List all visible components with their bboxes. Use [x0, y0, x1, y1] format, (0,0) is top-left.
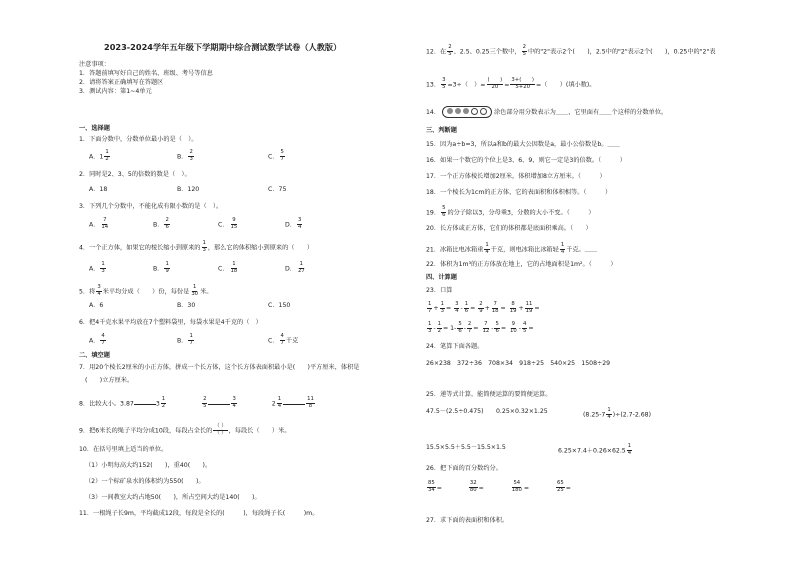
question-26: 26．把下面的百分数约分。	[426, 465, 502, 472]
fraction: $\frac{1}{9}$	[165, 261, 169, 274]
apples-figure	[442, 106, 492, 118]
q6-option-a: A． $\frac{4}{7}$	[89, 333, 105, 346]
answer-blank[interactable]	[208, 398, 230, 405]
q5-option-c: C．150	[268, 302, 291, 309]
oral-item: $\frac{1}{3}$ - $\frac{1}{2}$ =	[428, 321, 449, 334]
fraction: $\frac{1}{2}$	[161, 396, 166, 409]
answer-blank[interactable]	[283, 398, 305, 405]
apple-shaded-icon	[447, 108, 453, 114]
fraction: $\frac{1}{3}$	[101, 261, 105, 274]
fraction: $\frac{1}{2}$	[105, 149, 109, 162]
question-14: 14． 涂色部分用分数表示为＿＿，它里面有＿＿个这样的分数单位。	[426, 106, 667, 118]
question-10-part2: （2）一个标矿泉水的体积约为550( )。	[85, 478, 205, 485]
question-18: 18．一个棱长为1cm的正方体，它的表面积和体积相等。（ ）	[426, 189, 612, 196]
question-15: 15．因为a÷b=3，所以a和b的最大公因数是a，最小公倍数是b。＿＿	[426, 141, 620, 148]
section-heading-choice: 一、选择题	[79, 125, 110, 132]
oral-item: $\frac{7}{12}$ - $\frac{5}{6}$ =	[482, 321, 506, 334]
question-11: 11．一根绳子长9m，平均截成12段，每段是全长的( )，每段绳子长( )m。	[79, 510, 319, 517]
fraction: $\frac{11}{8}$	[307, 396, 314, 409]
oral-item: 1- $\frac{5}{6}$ - $\frac{2}{7}$ =	[450, 321, 479, 334]
fraction: $\frac{1}{4}$	[627, 443, 632, 456]
fraction: $\frac{7}{14}$	[101, 217, 109, 230]
q4-option-a: A． $\frac{1}{3}$	[89, 261, 105, 274]
expr-1: 47.5－(2.5÷0.475)	[426, 408, 484, 415]
fraction: $\frac{5}{6}$	[442, 205, 446, 218]
question-23: 23．口算	[426, 287, 453, 294]
q2-option-c: C．75	[268, 186, 287, 193]
question-12: 12．在 $\frac{2}{5}$ 、2.5、0.25三个数中， $\frac{2}{5}$ 中的"2"表示2个( )，2.5中的"2"表示2个( )，0.25中的"2"表	[426, 44, 716, 57]
fraction: $\frac{5}{7}$	[280, 149, 284, 162]
q2-option-b: B．120	[177, 186, 200, 193]
fraction: $\frac{32}{80}$	[469, 480, 477, 493]
apple-icon	[471, 108, 478, 115]
expr-3: (8.25-7 $\frac{1}{4}$ )÷(2.7-2.68)	[583, 407, 652, 420]
question-5: 5．将 $\frac{3}{4}$ 米平均分成（ ）份，每份是 $\frac{1}{30}$ 米。	[79, 284, 213, 297]
fraction: $\frac{54}{180}$	[511, 480, 522, 493]
oral-item: $\frac{1}{7}$ + $\frac{1}{3}$ =	[428, 301, 452, 314]
oral-calc-row-2	[426, 322, 534, 335]
fraction: $\frac{2}{5}$	[203, 396, 207, 409]
fraction: $\frac{3}{4}$	[232, 396, 236, 409]
fraction: $\frac{4}{7}$	[280, 333, 284, 346]
q3-option-a: A． $\frac{7}{14}$	[89, 217, 109, 230]
fraction: $\frac{1}{4}$	[607, 407, 611, 420]
answer-blank[interactable]	[134, 398, 156, 405]
question-4: 4．一个正方体，如果它的棱长缩小到原来的 $\frac{1}{3}$ ，那么它的体积缩小到原来的（ ）	[79, 240, 314, 253]
section-heading-calc: 四、计算题	[426, 274, 457, 281]
expr-2: 0.25×0.32×1.25	[496, 408, 548, 415]
fraction: $\frac{1}{4}$	[277, 396, 282, 409]
fraction: $\frac{3}{4}$	[97, 284, 101, 297]
question-8: 8．比较大小。3.87 3 $\frac{1}{2}$ $\frac{2}{5}$ $\frac{3}{4}$ 2 $\frac{1}{4}$ $\frac{11}{8}$	[79, 396, 314, 409]
fraction: $\frac{1}{30}$	[191, 284, 199, 297]
question-1: 1．下面分数中，分数单位最小的是（ ）。	[79, 136, 198, 143]
question-20: 20．长方体或正方体，它们的体积都是底面积乘高。（ ）	[426, 225, 592, 232]
fraction: $\frac{2}{5}$	[448, 44, 452, 57]
question-25: 25．递等式计算，能简便运算的要简便运算。	[426, 391, 552, 398]
question-7-cont: ( )立方厘米。	[85, 377, 134, 384]
question-6: 6．把4千克水果平均放在7个塑料袋里，每袋水果是4千克的（ ）	[79, 319, 262, 326]
question-7: 7．用20个棱长2厘米的小正方体，拼成一个长方体，这个长方体表面积最小是( )平方厘米，体积是	[79, 364, 360, 371]
fraction: $\frac{1}{27}$	[297, 261, 305, 274]
fraction: $\frac{9}{15}$	[230, 217, 238, 230]
oral-item: $\frac{3}{4}$ - $\frac{1}{6}$ =	[455, 301, 476, 314]
exam-title: 2023-2024学年五年级下学期期中综合测试数学试卷（人教版）	[104, 42, 342, 52]
q5-option-b: B．30	[177, 302, 196, 309]
q4-option-d: D． $\frac{1}{27}$	[285, 261, 305, 274]
oral-item: $\frac{8}{19}$ + $\frac{11}{19}$ =	[509, 301, 540, 314]
fraction: $\frac{2}{5}$	[522, 44, 526, 57]
fraction: $\frac{1}{3}$	[202, 240, 206, 253]
question-10-part3: （3）一间教室大约占地50( )，所占空间大约是140( )。	[85, 494, 261, 501]
q4-option-c: C． $\frac{1}{18}$	[218, 261, 238, 274]
q3-option-d: D． $\frac{3}{4}$	[285, 217, 302, 230]
question-9: 9．把6米长的绳子平均分成10段，每段占全长的 （ ） （ ） ，每段长（ ）米。	[79, 423, 291, 436]
section-heading-fill: 二、填空题	[79, 352, 110, 359]
q5-option-a: A．6	[89, 302, 104, 309]
question-2: 2．同时是2、3、5的倍数的数是（ ）。	[79, 171, 191, 178]
fraction-blank[interactable]: （ ） （ ）	[214, 423, 227, 436]
q2-option-a: A．18	[89, 186, 108, 193]
q4-option-b: B． $\frac{1}{9}$	[153, 261, 169, 274]
apple-shaded-icon	[463, 108, 469, 114]
written-calc-items: 26×238 372÷36 708×34 918÷25 540×25 1508÷29	[426, 360, 611, 367]
q1-option-b: B． $\frac{2}{3}$	[177, 149, 193, 162]
note-item: 2．请将答案正确填写在答题区	[79, 79, 164, 86]
question-10: 10．在括号里填上适当的单位。	[79, 446, 168, 453]
question-16: 16．如果一个数它的个位上是3、6、9，则它一定是3的倍数。（ ）	[426, 157, 626, 164]
question-21: 21．冰箱比电冰箱重 $\frac{1}{4}$ 千克，则电冰箱比冰箱轻 $\frac{1}{4}$ 千克。＿＿	[426, 242, 598, 255]
q3-option-c: C． $\frac{9}{15}$	[218, 217, 238, 230]
question-27: 27．求下面的表面积和体积。	[426, 517, 509, 524]
q1-option-c: C． $\frac{5}{7}$	[268, 149, 284, 162]
fraction: $\frac{3+( )}{5+20}$	[511, 77, 534, 90]
fraction: $\frac{3}{4}$	[297, 217, 302, 230]
question-19: 19． $\frac{5}{6}$ 的分子除以3，分母乘3，分数的大小不变。（ ）	[426, 205, 595, 218]
oral-item: $\frac{9}{10}$ - $\frac{4}{5}$ =	[509, 321, 534, 334]
fraction: $\frac{1}{4}$	[485, 242, 489, 255]
fraction: $\frac{85}{34}$	[428, 480, 435, 493]
question-3: 3．下列几个分数中，不能化成有限小数的是（ ）。	[79, 203, 223, 210]
question-13: 13． $\frac{3}{5}$ =3÷（ ）= ( ) 20 = $\frac{3+( )}{5+20}$ =（ ）(填小数)。	[426, 77, 596, 90]
question-10-part1: （1）小明每高大约152( )，重40( )。	[85, 462, 212, 469]
q3-option-b: B． $\frac{2}{6}$	[153, 217, 169, 230]
note-item: 1．答题前填写好自己的姓名、班级、考号等信息	[79, 70, 213, 77]
fraction: $\frac{1}{4}$	[560, 242, 565, 255]
question-24: 24．笔算下面各题。	[426, 343, 484, 350]
notes-heading: 注意事项：	[79, 61, 110, 68]
q6-option-c: C． $\frac{4}{7}$ 千克	[268, 333, 299, 346]
oral-item: $\frac{2}{9}$ + $\frac{7}{18}$ =	[479, 301, 506, 314]
question-22: 22．体积为1m³的正方体放在地上，它的占地面积是1m²。（ ）	[426, 261, 617, 268]
reduce-items: $\frac{85}{34}$ = $\frac{32}{80}$ = $\frac{54}{180}$ = $\frac{65}{25}$ =	[428, 480, 571, 493]
expr-5: 6.25×7.4＋0.26×62.5 $\frac{1}{4}$	[558, 443, 632, 456]
fraction-blank[interactable]: ( ) 20	[487, 77, 503, 90]
question-17: 17．一个正方体棱长增加2厘米，体积增加8立方厘米。（ ）	[426, 173, 606, 180]
apple-icon	[480, 108, 487, 115]
fraction: $\frac{1}{18}$	[230, 261, 238, 274]
apple-shaded-icon	[455, 108, 461, 114]
q1-option-a: A．1 $\frac{1}{2}$	[89, 149, 109, 162]
fraction: $\frac{1}{7}$	[189, 333, 193, 346]
fraction: $\frac{3}{5}$	[442, 77, 446, 90]
note-item: 3．测试内容：第1~4单元	[79, 88, 152, 95]
fraction: $\frac{2}{3}$	[189, 149, 193, 162]
expr-4: 15.5×5.5＋5.5－15.5×1.5	[426, 444, 506, 451]
fraction: $\frac{4}{7}$	[101, 333, 105, 346]
section-heading-judge: 三、判断题	[426, 127, 457, 134]
fraction: $\frac{2}{6}$	[165, 217, 169, 230]
fraction: $\frac{65}{25}$	[557, 480, 564, 493]
oral-calc-row-1	[426, 302, 540, 315]
q6-option-b: B． $\frac{1}{7}$	[177, 333, 193, 346]
